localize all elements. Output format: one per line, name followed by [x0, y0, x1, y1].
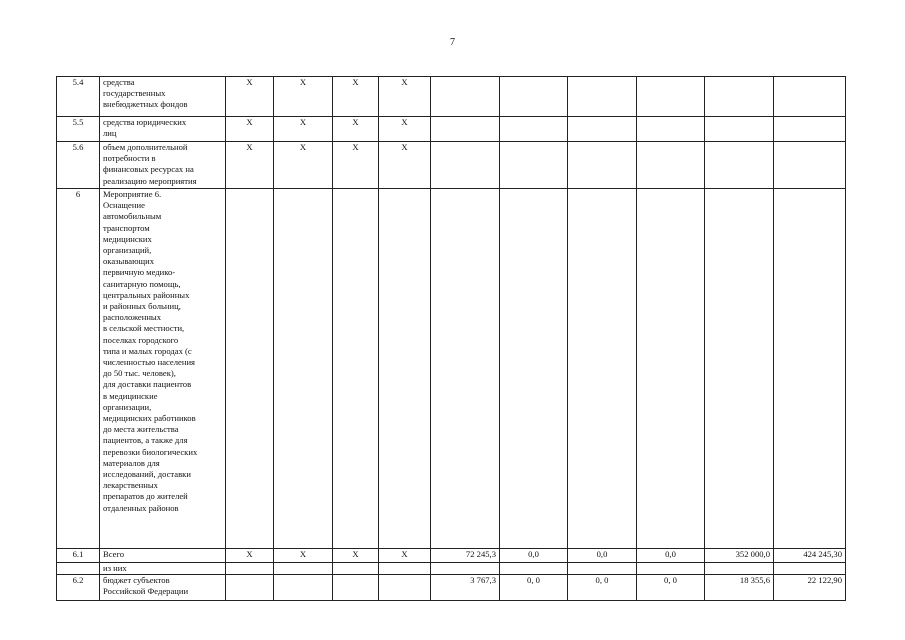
- value-cell: [431, 117, 500, 142]
- mark-cell: [226, 563, 274, 575]
- mark-cell: [333, 563, 379, 575]
- value-cell: 0, 0: [500, 575, 568, 601]
- mark-cell: Х: [274, 549, 333, 563]
- value-cell: [500, 117, 568, 142]
- mark-cell: [274, 189, 333, 549]
- mark-cell: [333, 575, 379, 601]
- mark-cell: [274, 563, 333, 575]
- mark-cell: Х: [379, 117, 431, 142]
- row-number: 5.6: [57, 142, 100, 189]
- value-cell: 18 355,6: [705, 575, 774, 601]
- value-cell: [500, 77, 568, 117]
- value-cell: [774, 189, 846, 549]
- page-number: 7: [450, 37, 455, 48]
- value-cell: 0, 0: [568, 575, 637, 601]
- row-number: 6.1: [57, 549, 100, 563]
- value-cell: [568, 77, 637, 117]
- value-cell: [500, 142, 568, 189]
- row-number: 6.2: [57, 575, 100, 601]
- value-cell: [637, 142, 705, 189]
- funding-table: [56, 76, 846, 601]
- table-row: [57, 189, 846, 549]
- table-row: [57, 77, 846, 117]
- value-cell: 0,0: [637, 549, 705, 563]
- value-cell: [774, 142, 846, 189]
- value-cell: [774, 77, 846, 117]
- row-name: средства юридических лиц: [100, 117, 226, 142]
- mark-cell: [274, 575, 333, 601]
- value-cell: [431, 189, 500, 549]
- row-number: 5.4: [57, 77, 100, 117]
- row-name: Всего: [100, 549, 226, 563]
- value-cell: [705, 77, 774, 117]
- value-cell: 0,0: [568, 549, 637, 563]
- value-cell: [637, 189, 705, 549]
- value-cell: 0, 0: [637, 575, 705, 601]
- value-cell: [568, 117, 637, 142]
- mark-cell: Х: [274, 142, 333, 189]
- row-number: 5.5: [57, 117, 100, 142]
- value-cell: [637, 77, 705, 117]
- mark-cell: Х: [379, 142, 431, 189]
- value-cell: [705, 563, 774, 575]
- mark-cell: [226, 575, 274, 601]
- mark-cell: Х: [274, 117, 333, 142]
- mark-cell: Х: [274, 77, 333, 117]
- row-number: [57, 563, 100, 575]
- mark-cell: [226, 189, 274, 549]
- table-row: [57, 117, 846, 142]
- mark-cell: Х: [333, 549, 379, 563]
- value-cell: [637, 563, 705, 575]
- row-name: средства государственных внебюджетных фондов: [100, 77, 226, 117]
- mark-cell: [379, 189, 431, 549]
- row-name: бюджет субъектов Российской Федерации: [100, 575, 226, 601]
- mark-cell: [379, 563, 431, 575]
- mark-cell: Х: [226, 117, 274, 142]
- mark-cell: Х: [226, 549, 274, 563]
- value-cell: 3 767,3: [431, 575, 500, 601]
- value-cell: [431, 77, 500, 117]
- mark-cell: Х: [226, 142, 274, 189]
- mark-cell: [379, 575, 431, 601]
- row-name: Мероприятие 6. Оснащение автомобильным транспортом медицинских организаций, оказывающих первичную медико- санитарную помощь, центральных районных и районных больниц, расположенных в сельской местности, поселках городского типа и малых городах (с численностью населения до 50 тыс. человек), для доставки пациентов в медицинские организации, медицинских работников до места жительства пациентов, а также для перевозки биологических материалов для исследований, доставки лекарственных препаратов до жителей отдаленных районов: [100, 189, 226, 549]
- value-cell: [500, 189, 568, 549]
- mark-cell: [333, 189, 379, 549]
- value-cell: [568, 189, 637, 549]
- mark-cell: Х: [379, 549, 431, 563]
- value-cell: [705, 189, 774, 549]
- value-cell: [431, 563, 500, 575]
- value-cell: 352 000,0: [705, 549, 774, 563]
- mark-cell: Х: [333, 77, 379, 117]
- value-cell: [774, 117, 846, 142]
- table-row: [57, 549, 846, 563]
- row-name: объем дополнительной потребности в финансовых ресурсах на реализацию мероприятия: [100, 142, 226, 189]
- mark-cell: Х: [379, 77, 431, 117]
- value-cell: 72 245,3: [431, 549, 500, 563]
- table-row: [57, 563, 846, 575]
- value-cell: 424 245,30: [774, 549, 846, 563]
- table-row: [57, 575, 846, 601]
- value-cell: [568, 142, 637, 189]
- value-cell: [705, 142, 774, 189]
- value-cell: [568, 563, 637, 575]
- value-cell: [431, 142, 500, 189]
- mark-cell: Х: [226, 77, 274, 117]
- value-cell: [500, 563, 568, 575]
- value-cell: [774, 563, 846, 575]
- value-cell: [637, 117, 705, 142]
- value-cell: [705, 117, 774, 142]
- value-cell: 0,0: [500, 549, 568, 563]
- value-cell: 22 122,90: [774, 575, 846, 601]
- mark-cell: Х: [333, 117, 379, 142]
- mark-cell: Х: [333, 142, 379, 189]
- row-name: из них: [100, 563, 226, 575]
- table-row: [57, 142, 846, 189]
- row-number: 6: [57, 189, 100, 549]
